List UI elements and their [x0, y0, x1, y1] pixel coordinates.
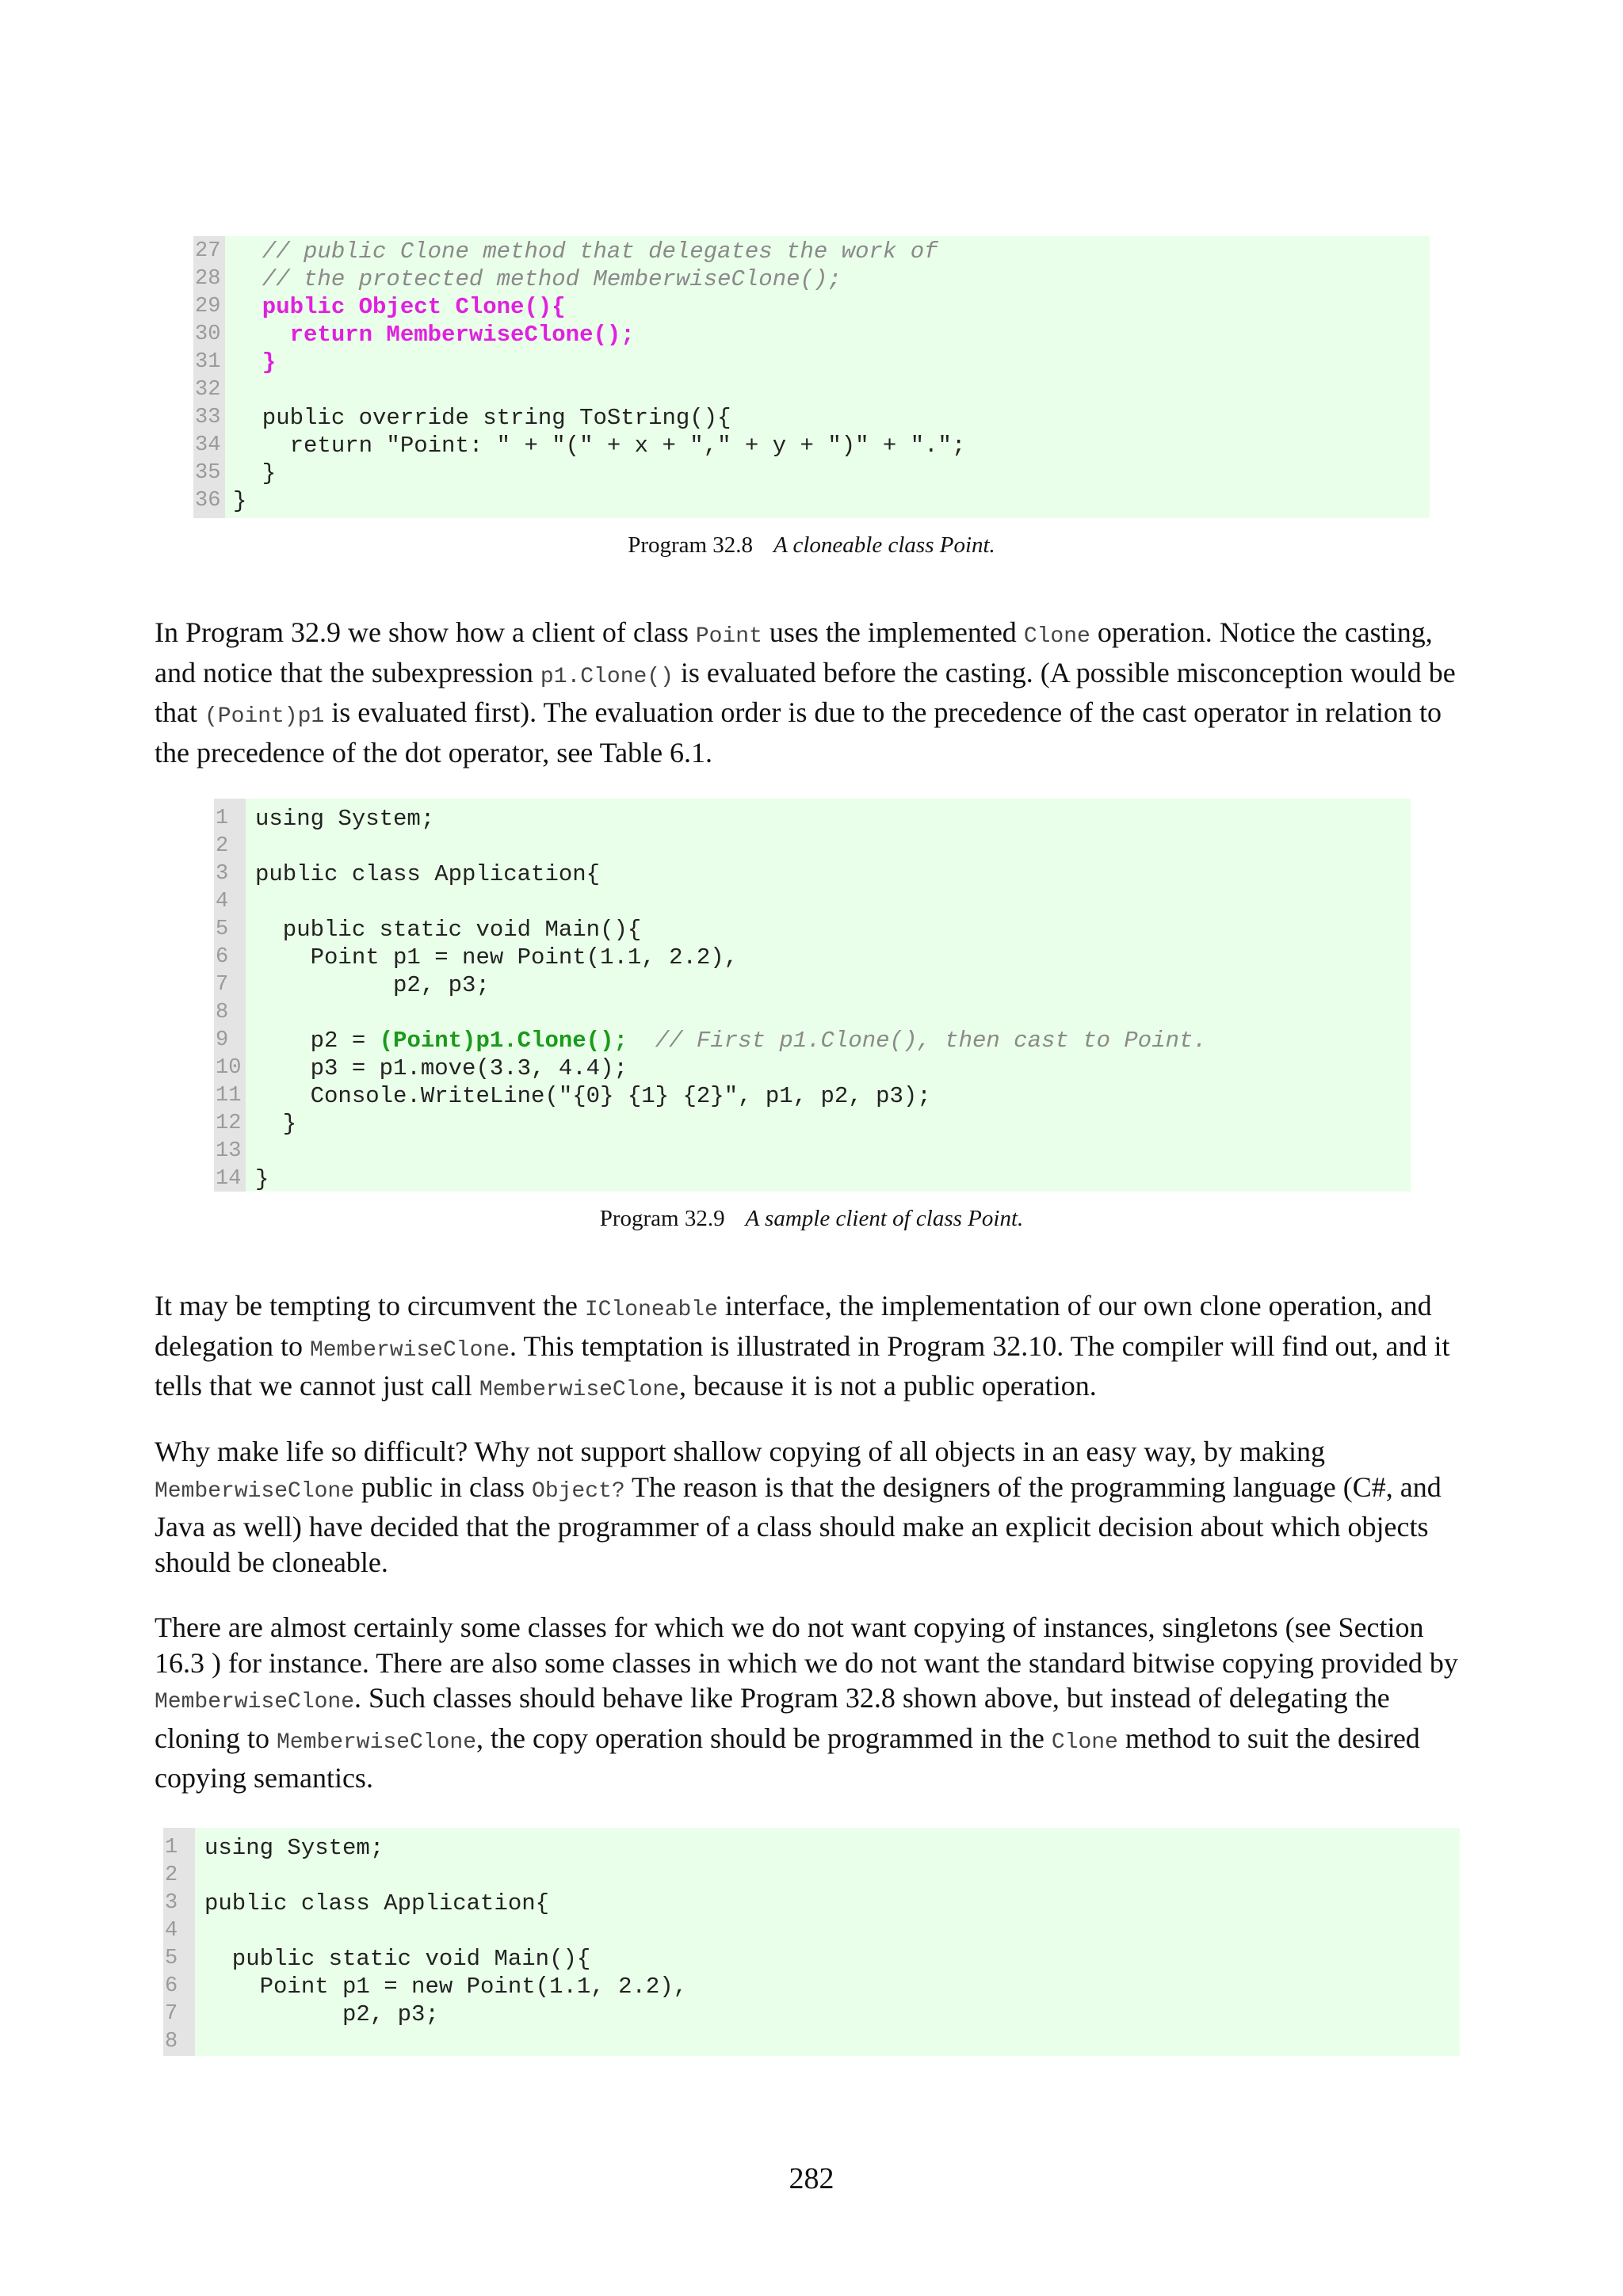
- caption-title: A sample client of class Point.: [745, 1206, 1024, 1231]
- page-number: 282: [789, 2162, 834, 2195]
- code-block-program-32-9: 1 using System; 2 3 public class Application{ 4 5 public static void Main(){ 6 Point p1 = new Point(1.1, 2.2), 7 p2, p3; 8 9 p2 = (Point)p1.Clone(); // First p1.Clone(), then cast to Point. 10 p3 = p1.move(3.3, 4.4); 11 Console.WriteLine("{0} {1} {2}", p1, p2, p3); 12 } 13 14 }: [214, 799, 1411, 1192]
- code-block-program-32-10: 1 using System; 2 3 public class Application{ 4 5 public static void Main(){ 6 Point p1 = new Point(1.1, 2.2), 7 p2, p3; 8: [163, 1828, 1460, 2056]
- caption-number: Program 32.9: [599, 1206, 725, 1231]
- caption-number: Program 32.8: [628, 532, 754, 558]
- caption-title: A cloneable class Point.: [773, 532, 995, 558]
- caption-program-32-8: [0, 532, 1623, 559]
- paragraph: Why make life so difficult? Why not support shallow copying of all objects in an easy way, by making MemberwiseClone public in class Object? The reason is that the designers of the programming language (C#, and Java as well) have decided that the programmer of a class should make an explicit decision about which objects should be cloneable.: [155, 1436, 1442, 1578]
- caption-program-32-9: [0, 1206, 1623, 1232]
- paragraph: It may be tempting to circumvent the ICloneable interface, the implementation of our own clone operation, and delegation to MemberwiseClone. This temptation is illustrated in Program 32.10. The compiler will find out, and it tells that we cannot just call MemberwiseClone, because it is not a public operation.: [155, 1290, 1450, 1402]
- code-block-program-32-8: 27 // public Clone method that delegates the work of 28 // the protected method MemberwiseClone(); 29 public Object Clone(){ 30 return MemberwiseClone(); 31 } 32 33 public override string ToString(){ 34 return "Point: " + "(" + x + "," + y + ")" + "."; 35 } 36 }: [193, 236, 1430, 518]
- paragraph: In Program 32.9 we show how a client of class Point uses the implemented Clone operation. Notice the casting, and notice that the subexpression p1.Clone() is evaluated before the casting. (A possible misconception would be that (Point)p1 is evaluated first). The evaluation order is due to the precedence of the cast operator in relation to the precedence of the dot operator, see Table 6.1.: [155, 616, 1456, 769]
- paragraph: There are almost certainly some classes for which we do not want copying of instances, singletons (see Section 16.3 ) for instance. There are also some classes in which we do not want the standard bitwise copying provided by MemberwiseClone. Such classes should behave like Program 32.8 shown above, but instead of delegating the cloning to MemberwiseClone, the copy operation should be programmed in the Clone method to suit the desired copying semantics.: [155, 1611, 1458, 1794]
